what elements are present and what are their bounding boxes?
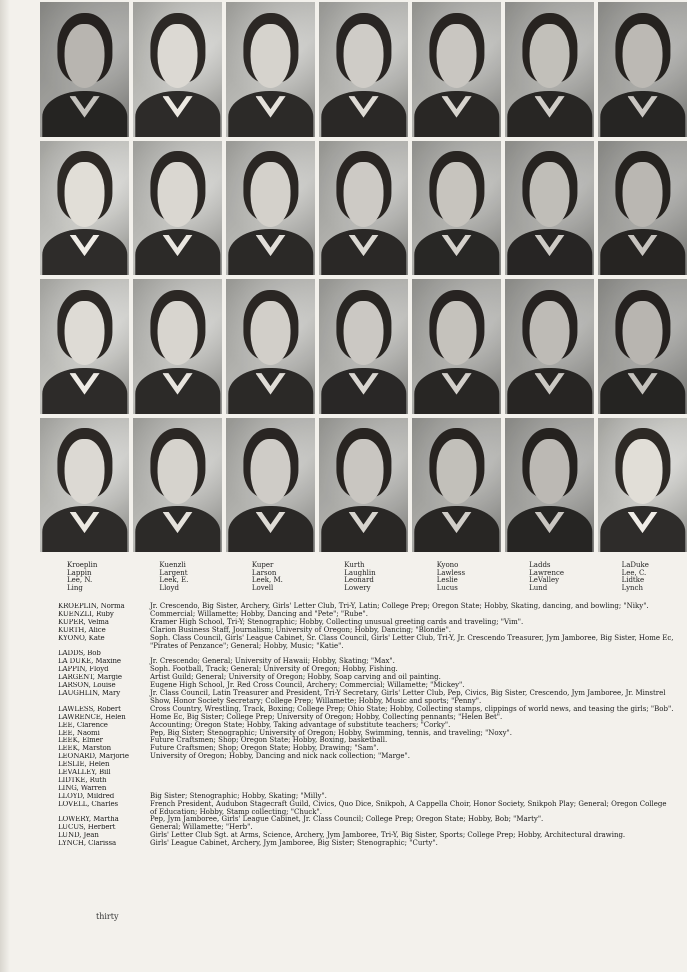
student-name: KURTH, Alice: [58, 626, 106, 634]
portrait-name-captions: [40, 562, 687, 592]
student-activities: Commercial; Willamette; Hobby, Dancing and "Pete"; "Rube".: [150, 609, 368, 618]
name-column: [410, 562, 502, 592]
student-name: LARGENT, Margie: [58, 674, 122, 682]
student-portrait-photo: [598, 2, 687, 137]
caption-name: Lee, C.: [621, 568, 647, 577]
student-name: KROEPLIN, Norma: [58, 603, 125, 610]
page-binding-edge: [0, 0, 10, 972]
student-portrait-photo: [226, 141, 315, 276]
student-activities: Girls' Letter Club Sgt. at Arms, Science, Archery, Jym Jamboree, Tri-Y, Big Sister, Sports; College Prep; Hobby, Architectural drawing.: [150, 831, 626, 840]
student-name: KUPER, Velma: [58, 618, 109, 626]
portrait-grid: [40, 2, 687, 552]
student-portrait-photo: [319, 418, 408, 553]
portrait-face: [343, 24, 384, 89]
student-name: LUND, Jean: [58, 832, 99, 840]
caption-name: Ling: [67, 583, 83, 592]
caption-name: Leslie: [436, 576, 458, 585]
portrait-face: [64, 301, 105, 366]
portrait-face: [529, 24, 570, 89]
student-portrait-photo: [133, 141, 222, 276]
student-name: KYONO, Kate: [58, 634, 105, 642]
student-activities: French President, Audubon Stagecraft Guild, Civics, Quo Dice, Snikpoh, A Cappella Choir, Honor Society, Snikpoh Play; General; Oregon College of Education; Hobby, Stamp collecting; "Chuck".: [150, 799, 667, 816]
student-activities: Future Craftsmen; Shop; Oregon State; Hobby, Boxing, basketball.: [150, 736, 388, 745]
student-name: LOVELL, Charles: [58, 800, 119, 808]
caption-name: Kyono: [436, 561, 459, 569]
student-activities: Home Ec, Big Sister; College Prep; University of Oregon; Hobby, Collecting pennants; "Helen Bet".: [150, 712, 503, 721]
caption-name: Lawless: [436, 568, 466, 577]
portrait-face: [529, 301, 570, 366]
student-portrait-photo: [505, 418, 594, 553]
student-name: LLOYD, Mildred: [58, 792, 115, 800]
student-activities: Accounting; Oregon State; Hobby, Taking advantage of substitute teachers; "Corky".: [150, 720, 451, 729]
name-column: [317, 562, 409, 592]
portrait-face: [250, 301, 291, 366]
student-name: LADDS, Bob: [58, 650, 101, 658]
student-activities: Cross Country, Wrestling, Track, Boxing; College Prep; Ohio State; Hobby, Collecting stamps, clippings of world news, and teasing the girls; "Bob".: [150, 704, 674, 713]
caption-name: Lowery: [344, 583, 371, 592]
portrait-face: [529, 439, 570, 504]
student-activities: Future Craftsmen; Shop; Oregon State; Hobby, Drawing; "Sam".: [150, 744, 379, 753]
portrait-face: [343, 162, 384, 227]
student-portrait-photo: [505, 279, 594, 414]
student-entry: [58, 761, 674, 769]
student-activities: Eugene High School, Jr. Red Cross Council, Archery; Commercial; Willamette; "Mickey".: [150, 681, 465, 690]
portrait-face: [622, 439, 663, 504]
caption-name: Leek, M.: [251, 576, 283, 585]
student-activities: Clarion Business Staff, Journalism; University of Oregon; Hobby, Dancing; "Blondie".: [150, 625, 452, 634]
portrait-face: [529, 162, 570, 227]
student-entry: [58, 753, 674, 761]
student-activities: University of Oregon; Hobby, Dancing and nick nack collection; "Marge".: [150, 752, 410, 761]
student-activities: [150, 777, 674, 785]
student-portrait-photo: [412, 2, 501, 137]
student-portrait-photo: [226, 2, 315, 137]
caption-name: Lund: [529, 583, 548, 592]
student-portrait-photo: [505, 2, 594, 137]
student-name: LEE, Naomi: [58, 729, 100, 737]
caption-name: Kurth: [344, 561, 365, 569]
student-name: LAWLESS, Robert: [58, 705, 121, 713]
caption-name: Kuper: [251, 561, 274, 569]
portrait-face: [622, 24, 663, 89]
student-activities: Soph. Class Council, Girls' League Cabinet, Sr. Class Council, Girls' Letter Club, Tri-Y, Jr. Crescendo Treasurer, Jym Jamboree, Big Sister, Home Ec, "Pirates of Penzance"; General; Hobby, Music; "Katie".: [150, 633, 674, 650]
student-activities: General; Willamette; "Herb".: [150, 823, 253, 832]
student-name: LEVALLEY, Bill: [58, 769, 111, 777]
student-portrait-photo: [319, 279, 408, 414]
student-portrait-photo: [598, 418, 687, 553]
portrait-face: [622, 301, 663, 366]
caption-name: LeValley: [529, 576, 560, 585]
student-name: LAWRENCE, Helen: [58, 713, 126, 721]
student-activities: Big Sister; Stenographic; Hobby, Skating; "Milly".: [150, 791, 327, 800]
portrait-face: [157, 439, 198, 504]
caption-name: Larson: [251, 568, 277, 577]
portrait-face: [157, 301, 198, 366]
student-portrait-photo: [226, 279, 315, 414]
student-activities: [150, 769, 674, 777]
portrait-face: [250, 162, 291, 227]
student-name: LEE, Clarence: [58, 721, 108, 729]
student-activities: Kramer High School, Tri-Y; Stenographic; Hobby, Collecting unusual greeting cards and traveling; "Vim".: [150, 617, 524, 626]
caption-name: Largent: [159, 568, 188, 577]
name-column: [595, 562, 687, 592]
student-name: LARSON, Louise: [58, 682, 116, 690]
caption-name: Kuenzli: [159, 561, 186, 569]
caption-name: Lee, N.: [67, 576, 93, 585]
student-portrait-photo: [412, 279, 501, 414]
name-column: [132, 562, 224, 592]
student-name: KUENZLI, Ruby: [58, 610, 114, 618]
student-activities: Artist Guild; General; University of Oregon; Hobby, Soap carving and oil painting.: [150, 673, 441, 682]
caption-name: Lawrence: [529, 568, 565, 577]
caption-name: Leek, E.: [159, 576, 189, 585]
student-portrait-photo: [319, 2, 408, 137]
caption-name: Lloyd: [159, 583, 179, 592]
portrait-face: [157, 162, 198, 227]
student-entry: [58, 777, 674, 785]
page-number: thirty: [96, 912, 119, 921]
student-name: LESLIE, Helen: [58, 761, 110, 769]
student-entry: [58, 840, 674, 848]
caption-name: Ladds: [529, 561, 551, 569]
student-portrait-photo: [133, 2, 222, 137]
student-name: LUCUS, Herbert: [58, 824, 116, 832]
portrait-face: [343, 301, 384, 366]
student-name: LAUGHLIN, Mary: [58, 689, 121, 697]
student-activity-listing: [58, 603, 674, 848]
caption-name: Lucus: [436, 583, 458, 592]
student-name: LAPPIN, Floyd: [58, 666, 109, 674]
student-activities: Jr. Crescendo, Big Sister, Archery, Girls' Letter Club, Tri-Y, Latin; College Prep; Oregon State; Hobby, Skating, dancing, and bowling; "Niky".: [150, 602, 649, 610]
student-portrait-photo: [133, 279, 222, 414]
student-name: LOWERY, Martha: [58, 816, 119, 824]
student-name: LING, Warren: [58, 784, 107, 792]
portrait-face: [436, 301, 477, 366]
student-portrait-photo: [598, 279, 687, 414]
student-name: LEEK, Marston: [58, 745, 112, 753]
student-portrait-photo: [40, 141, 129, 276]
name-column: [40, 562, 132, 592]
student-activities: Pep, Jym Jamboree, Girls' League Cabinet, Jr. Class Council; College Prep; Oregon State; Hobby, Bob; "Marty".: [150, 815, 544, 824]
portrait-face: [622, 162, 663, 227]
student-name: LIDTKE, Ruth: [58, 776, 107, 784]
student-entry: [58, 801, 674, 817]
caption-name: Lynch: [621, 583, 643, 592]
portrait-face: [436, 439, 477, 504]
student-name: LEONARD, Marjorie: [58, 753, 129, 761]
student-name: LEEK, Elmer: [58, 737, 103, 745]
caption-name: Laughlin: [344, 568, 376, 577]
student-portrait-photo: [319, 141, 408, 276]
student-portrait-photo: [412, 418, 501, 553]
student-portrait-photo: [505, 141, 594, 276]
name-column: [502, 562, 594, 592]
portrait-face: [250, 439, 291, 504]
caption-name: Kroeplin: [67, 561, 98, 569]
portrait-face: [250, 24, 291, 89]
caption-name: Lappin: [67, 568, 92, 577]
student-activities: Pep, Big Sister; Stenographic; University of Oregon; Hobby, Swimming, tennis, and traveling; "Noxy".: [150, 728, 512, 737]
portrait-face: [64, 439, 105, 504]
student-portrait-photo: [40, 418, 129, 553]
caption-name: LaDuke: [621, 561, 649, 569]
student-name: LA DUKE, Maxine: [58, 658, 121, 666]
caption-name: Lovell: [251, 583, 274, 592]
portrait-face: [343, 439, 384, 504]
portrait-face: [64, 162, 105, 227]
student-activities: Girls' League Cabinet, Archery, Jym Jamboree, Big Sister; Stenographic; "Curty".: [150, 839, 438, 848]
name-column: [225, 562, 317, 592]
student-portrait-photo: [412, 141, 501, 276]
student-name: LYNCH, Clarissa: [58, 840, 117, 848]
student-entry: [58, 690, 674, 706]
student-portrait-photo: [40, 2, 129, 137]
student-activities: Soph. Football, Track; General; University of Oregon; Hobby, Fishing.: [150, 665, 398, 674]
student-portrait-photo: [133, 418, 222, 553]
student-activities: Jr. Class Council, Latin Treasurer and President, Tri-Y Secretary, Girls' Letter Club, Pep, Civics, Big Sister, Crescendo, Jym Jamboree, Jr. Minstrel Show, Honor Society Secretary; College Prep; Willamette; Hobby, Music and sports; "Penny".: [150, 688, 666, 705]
caption-name: Leonard: [344, 576, 374, 585]
caption-name: Lidtke: [621, 576, 645, 585]
portrait-face: [64, 24, 105, 89]
student-activities: [150, 761, 674, 769]
student-portrait-photo: [226, 418, 315, 553]
portrait-face: [436, 162, 477, 227]
portrait-face: [436, 24, 477, 89]
student-portrait-photo: [40, 279, 129, 414]
student-activities: Jr. Crescendo; General; University of Hawaii; Hobby, Skating; "Max".: [150, 657, 395, 666]
student-entry: [58, 635, 674, 651]
student-portrait-photo: [598, 141, 687, 276]
student-entry: [58, 769, 674, 777]
portrait-face: [157, 24, 198, 89]
